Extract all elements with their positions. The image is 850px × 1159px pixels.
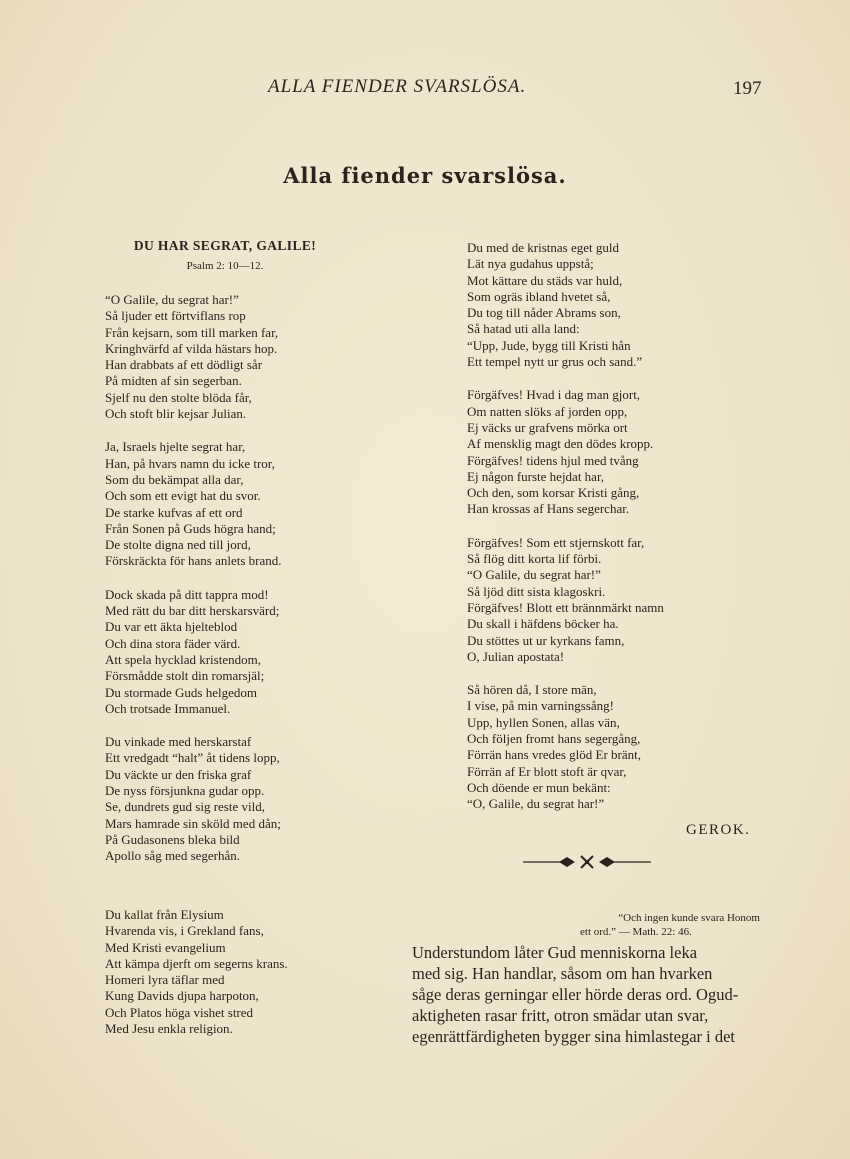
verse-line: Förgäfves! tidens hjul med tvång	[467, 452, 639, 468]
verse-line: Förrän af Er blott stoft är qvar,	[467, 763, 627, 779]
poem-left-column	[105, 238, 340, 882]
verse-line: Homeri lyra täflar med	[105, 972, 225, 988]
verse-line: På midten af sin segerban.	[105, 373, 242, 389]
verse-line: Sjelf nu den stolte blöda får,	[105, 389, 252, 405]
verse-line: Du stöttes ut ur kyrkans famn,	[467, 632, 625, 648]
verse-line: Han, på hvars namn du icke tror,	[105, 455, 275, 471]
verse-line: Mot kättare du städs var huld,	[467, 272, 623, 288]
verse-line: De starke kufvas af ett ord	[105, 504, 243, 520]
verse-line: Han drabbats af ett dödligt sår	[105, 357, 263, 373]
verse-line: Du stormade Guds helgedom	[105, 684, 258, 700]
poem-title: DU HAR SEGRAT, GALILE!	[133, 238, 317, 253]
verse-line: Så hatad uti alla land:	[467, 321, 580, 337]
verse-line: Och som ett evigt hat du svor.	[105, 488, 261, 504]
stanza-4	[105, 734, 340, 864]
verse-line: Af mensklig magt den dödes kropp.	[467, 436, 654, 452]
prose-line: med sig. Han handlar, såsom om han hvarken	[412, 964, 713, 983]
verse-line: “O, Galile, du segrat har!”	[467, 796, 605, 812]
verse-line: Och trotsade Immanuel.	[105, 700, 231, 716]
verse-line: Förrän hans vredes glöd Er bränt,	[467, 747, 642, 763]
verse-line: Kringhvärfd af vilda hästars hop.	[105, 340, 278, 356]
verse-line: Så hören då, I store män,	[467, 682, 597, 698]
verse-line: O, Julian apostata!	[467, 648, 565, 664]
verse-line: Och döende er mun bekänt:	[467, 779, 611, 795]
prose-paragraph	[412, 942, 758, 1047]
stanza-9	[467, 682, 767, 812]
epigraph-citation: ett ord.” — Math. 22: 46.	[580, 926, 692, 938]
verse-line: Som du bekämpat alla dar,	[105, 471, 244, 487]
running-head	[0, 76, 850, 104]
verse-line: Så ljöd ditt sista klagoskri.	[467, 583, 606, 599]
stanza-6	[467, 240, 767, 370]
verse-line: Förgäfves! Som ett stjernskott far,	[467, 534, 645, 550]
verse-line: Att kämpa djerft om segerns krans.	[105, 955, 288, 971]
verse-line: De nyss försjunkna gudar opp.	[105, 783, 265, 799]
verse-line: Ej väcks ur grafvens mörka ort	[467, 419, 628, 435]
poem-right-column	[467, 240, 767, 830]
verse-line: Du med de kristnas eget guld	[467, 240, 619, 255]
verse-line: Förgäfves! Blott ett brännmärkt namn	[467, 599, 664, 615]
stanza-5	[105, 907, 288, 1037]
verse-line: Hvarenda vis, i Grekland fans,	[105, 923, 264, 939]
verse-line: På Gudasonens bleka bild	[105, 831, 240, 847]
verse-line: Att spela hycklad kristendom,	[105, 651, 261, 667]
verse-line: Han krossas af Hans segerchar.	[467, 501, 630, 517]
ornament-divider-icon	[523, 852, 651, 872]
scripture-reference: Psalm 2: 10—12.	[186, 260, 264, 272]
verse-line: Du vinkade med herskarstaf	[105, 734, 252, 750]
epigraph-line: “Och ingen kunde svara Honom	[618, 912, 760, 924]
verse-line: Försmådde stolt din romarsjäl;	[105, 668, 265, 684]
verse-line: Med Jesu enkla religion.	[105, 1021, 233, 1037]
stanza-1	[105, 292, 340, 422]
verse-line: Om natten slöks af jorden opp,	[467, 403, 628, 419]
verse-line: Från kejsarn, som till marken far,	[105, 324, 279, 340]
verse-line: Du skall i häfdens böcker ha.	[467, 616, 619, 632]
verse-line: I vise, på min varningssång!	[467, 698, 614, 714]
running-title: ALLA FIENDER SVARSLÖSA.	[268, 76, 527, 97]
prose-line: aktigheten rasar fritt, otron smädar utan svar,	[412, 1006, 709, 1025]
prose-line: egenrättfärdigheten bygger sina himlastegar i det	[412, 1027, 735, 1046]
stanza-8	[467, 535, 767, 665]
verse-line: Som ogräs ibland hvetet så,	[467, 288, 611, 304]
verse-line: Du väckte ur den friska graf	[105, 766, 252, 782]
verse-line: Så ljuder ett förtviflans rop	[105, 308, 246, 324]
page-number: 197	[733, 78, 762, 99]
verse-line: “Upp, Jude, bygg till Kristi hån	[467, 337, 631, 353]
verse-line: Och dina stora fäder värd.	[105, 635, 241, 651]
verse-line: Från Sonen på Guds högra hand;	[105, 520, 276, 536]
verse-line: Apollo såg med segerhån.	[105, 848, 241, 864]
stanza-7	[467, 387, 767, 517]
chapter-title: Alla fiender svarslösa.	[283, 163, 567, 188]
verse-line: Se, dundrets gud sig reste vild,	[105, 799, 265, 815]
verse-line: Och Platos höga vishet stred	[105, 1004, 254, 1020]
verse-line: “O Galile, du segrat har!”	[105, 292, 239, 307]
verse-line: Med rätt du bar ditt herskarsvärd;	[105, 603, 280, 619]
verse-line: Ja, Israels hjelte segrat har,	[105, 439, 246, 455]
verse-line: Förgäfves! Hvad i dag man gjort,	[467, 387, 641, 403]
verse-line: Upp, hyllen Sonen, allas vän,	[467, 714, 620, 730]
verse-line: Och den, som korsar Kristi gång,	[467, 485, 640, 501]
verse-line: Förskräckta för hans anlets brand.	[105, 553, 282, 569]
verse-line: Lät nya gudahus uppstå;	[467, 256, 594, 272]
verse-line: “O Galile, du segrat har!”	[467, 567, 601, 583]
verse-line: Dock skada på ditt tappra mod!	[105, 586, 269, 602]
verse-line: Du kallat från Elysium	[105, 907, 224, 922]
verse-line: De stolte digna ned till jord,	[105, 537, 251, 553]
verse-line: Mars hamrade sin sköld med dån;	[105, 815, 281, 831]
verse-line: Med Kristi evangelium	[105, 939, 226, 955]
verse-line: Kung Davids djupa harpoton,	[105, 988, 259, 1004]
verse-line: Så flög ditt korta lif förbi.	[467, 551, 602, 567]
verse-line: Du var ett äkta hjelteblod	[105, 619, 238, 635]
stanza-3	[105, 587, 340, 717]
epigraph	[580, 911, 760, 939]
verse-line: Och följen fromt hans segergång,	[467, 731, 641, 747]
stanza-2	[105, 439, 340, 569]
verse-line: Ett tempel nytt ur grus och sand.”	[467, 354, 643, 370]
verse-line: Du tog till nåder Abrams son,	[467, 305, 621, 321]
verse-line: Ett vredgadt “halt” åt tidens lopp,	[105, 750, 280, 766]
verse-line: Och stoft blir kejsar Julian.	[105, 406, 247, 422]
author-signature: GEROK.	[686, 822, 751, 838]
verse-line: Ej någon furste hejdat har,	[467, 468, 605, 484]
prose-line: såge deras gerningar eller hörde deras ord. Ogud-	[412, 985, 739, 1004]
prose-line: Understundom låter Gud menniskorna leka	[412, 943, 698, 962]
